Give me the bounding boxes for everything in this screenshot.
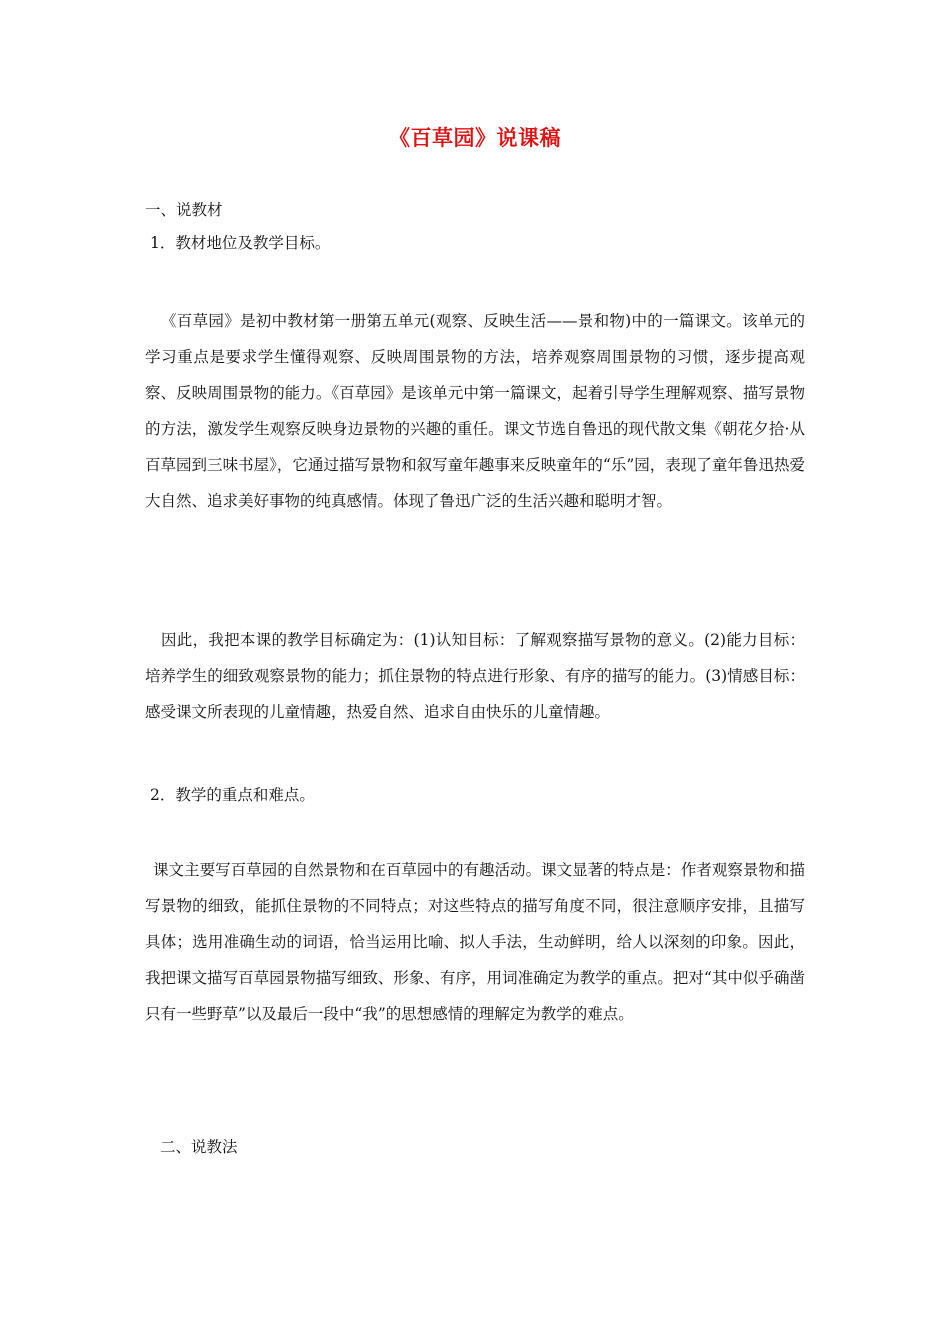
paragraph-key-points: 课文主要写百草园的自然景物和在百草园中的有趣活动。课文显著的特点是：作者观察景物和描写景物的细致，能抓住景物的不同特点；对这些特点的描写角度不同，很注意顺序安排，且描写具体；选用准确生动的词语，恰当运用比喻、拟人手法，生动鲜明，给人以深刻的印象。因此，我把课文描写百草园景物描写细致、形象、有序，用词准确定为教学的重点。把对“其中似乎确凿只有一些野草”以及最后一段中“我”的思想感情的理解定为教学的难点。 [145, 861, 805, 1023]
section-heading-teaching-material: 一、说教材 [145, 201, 223, 219]
section-heading-teaching-method: 二、说教法 [160, 1138, 238, 1156]
document-title: 《百草园》说课稿 [389, 125, 561, 150]
paragraph-text-position: 《百草园》是初中教材第一册第五单元(观察、反映生活——景和物)中的一篇课文。该单元的学习重点是要求学生懂得观察、反映周围景物的方法，培养观察周围景物的习惯，逐步提高观察、反映周围景物的能力。《百草园》是该单元中第一篇课文，起着引导学生理解观察、描写景物的方法，激发学生观察反映身边景物的兴趣的重任。课文节选自鲁迅的现代散文集《朝花夕拾·从百草园到三味书屋》，它通过描写景物和叙写童年趣事来反映童年的“乐”园，表现了童年鲁迅热爱大自然、追求美好事物的纯真感情。体现了鲁迅广泛的生活兴趣和聪明才智。 [145, 312, 805, 510]
paragraph-teaching-goals: 因此，我把本课的教学目标确定为：(1)认知目标：了解观察描写景物的意义。(2)能力目标：培养学生的细致观察景物的能力；抓住景物的特点进行形象、有序的描写的能力。(3)情感目标：感受课文所表现的儿童情趣，热爱自然、追求自由快乐的儿童情趣。 [145, 631, 805, 721]
subheading-position-and-goals: 1．教材地位及教学目标。 [150, 234, 331, 252]
subheading-key-and-difficult-points: 2．教学的重点和难点。 [150, 786, 315, 804]
